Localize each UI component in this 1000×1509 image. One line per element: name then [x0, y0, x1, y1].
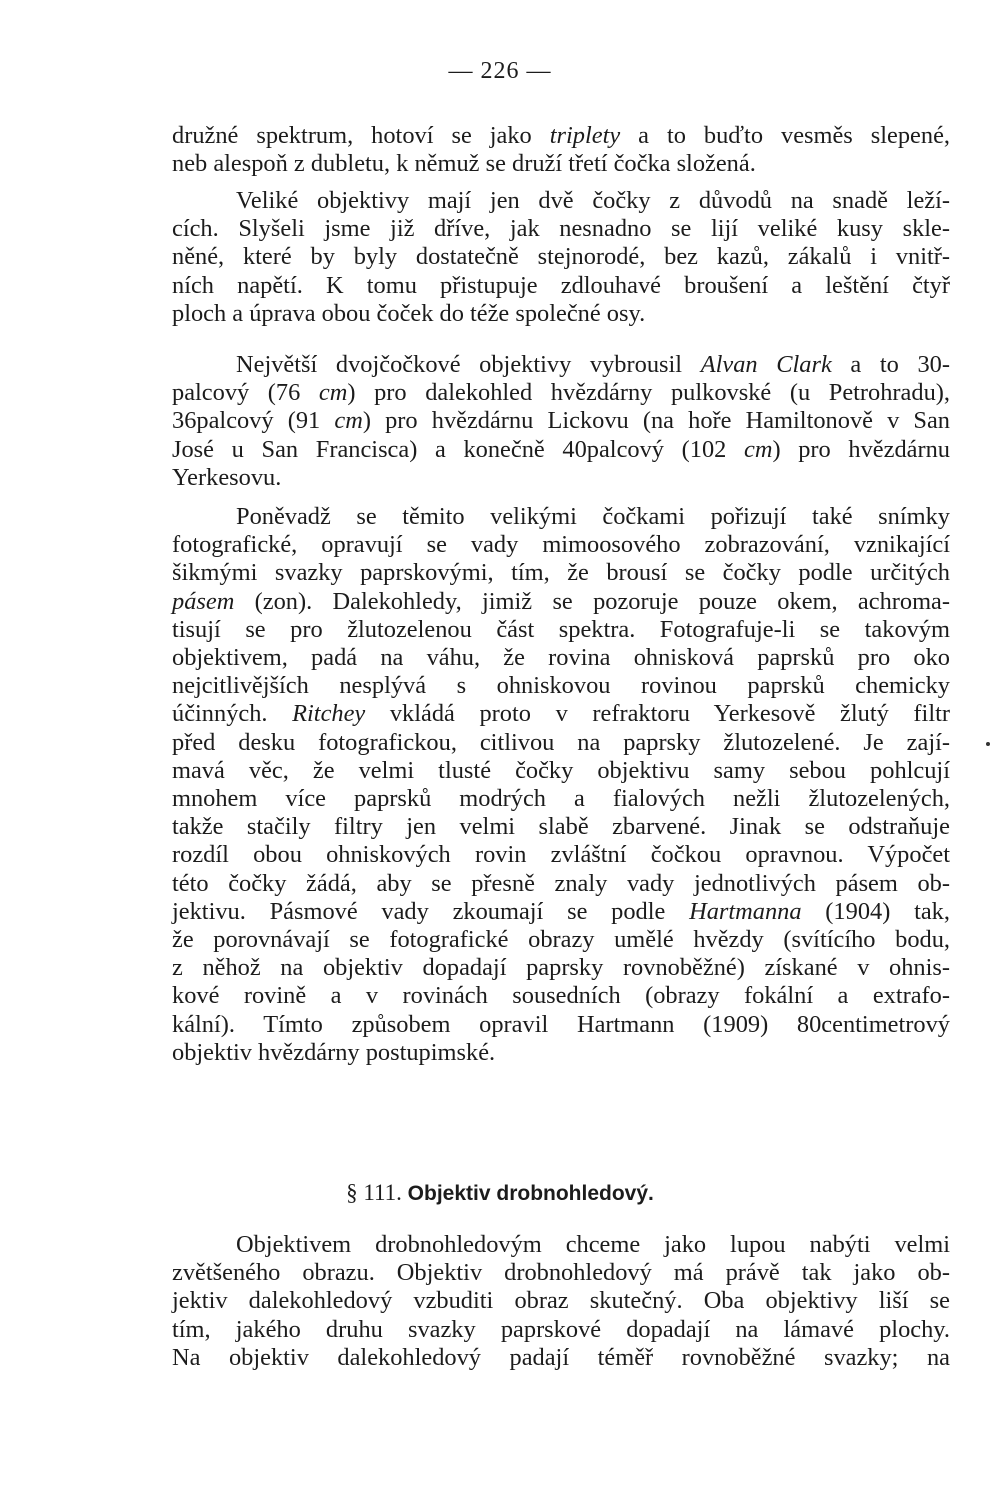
text-line: mavá věc, že velmi tlusté čočky objektivu samy sebou pohlcují: [172, 756, 950, 784]
text-line: této čočky žádá, aby se přesně znaly vady jednotlivých pásem ob-: [172, 869, 950, 897]
text-line: fotografické, opravují se vady mimoosového zobrazování, vznikající: [172, 531, 950, 559]
text-line: pásem (zon). Dalekohledy, jimiž se pozoruje pouze okem, achroma-: [172, 587, 950, 615]
text-line: kové rovině a v rovinách sousedních (obrazy fokální a extrafo-: [172, 982, 950, 1010]
paragraph-1: [172, 122, 950, 178]
text-line: jektivu. Pásmové vady zkoumají se podle Hartmanna (1904) tak,: [172, 897, 950, 925]
text-line: nejcitlivějších nesplývá s ohniskovou rovinou paprsků chemicky: [172, 672, 950, 700]
section-title: Objektiv drobnohledový.: [407, 1182, 654, 1205]
text-line: kální). Tímto způsobem opravil Hartmann (1909) 80centimetrový: [172, 1010, 950, 1038]
text-line: zvětšeného obrazu. Objektiv drobnohledový má právě tak jako ob-: [172, 1259, 950, 1287]
text-line: takže stačily filtry jen velmi slabě zbarvené. Jinak se odstraňuje: [172, 813, 950, 841]
text-line: Yerkesovu.: [172, 463, 282, 491]
text-line: před desku fotografickou, citlivou na paprsky žlutozelené. Je zají-: [172, 728, 950, 756]
text-line: šikmými svazky paprskovými, tím, že brousí se čočky podle určitých: [172, 559, 950, 587]
print-speck: [986, 742, 990, 746]
text-line: 36palcový (91 cm) pro hvězdárnu Lickovu (na hoře Hamiltonově v San: [172, 407, 951, 435]
section-heading: [0, 1180, 1000, 1206]
text-line: Poněvadž se těmito velikými čočkami pořizují také snímky: [236, 503, 950, 530]
paragraph-5: [172, 1231, 950, 1372]
text-line: Objektivem drobnohledovým chceme jako lupou nabýti velmi: [236, 1231, 950, 1258]
page-number: — 226 —: [448, 58, 552, 84]
text-line: neb alespoň z dubletu, k němuž se druží třetí čočka složená.: [172, 150, 756, 178]
text-line: účinných. Ritchey vkládá proto v refraktoru Yerkesově žlutý filtr: [172, 700, 950, 728]
text-line: Na objektiv dalekohledový padají téměř rovnoběžné svazky; na: [172, 1343, 950, 1371]
text-line: tisují se pro žlutozelenou část spektra. Fotografuje-li se takovým: [172, 615, 950, 643]
text-line: z něhož na objektiv dopadají paprsky rovnoběžné) získané v ohnis-: [172, 954, 950, 982]
paragraph-4: [172, 503, 950, 1067]
section-number: § 111.: [346, 1180, 402, 1205]
text-line: jektiv dalekohledový vzbuditi obraz skutečný. Oba objektivy liší se: [172, 1287, 950, 1315]
text-line: José u San Francisca) a konečně 40palcový (102 cm) pro hvězdárnu: [172, 435, 950, 463]
text-line: palcový (76 cm) pro dalekohled hvězdárny pulkovské (u Petrohradu),: [172, 379, 950, 407]
text-line: ních napětí. K tomu přistupuje zdlouhavé broušení a leštění čtyř: [172, 271, 950, 299]
paragraph-3: [172, 351, 950, 492]
text-line: ploch a úprava obou čoček do téže společné osy.: [172, 299, 646, 327]
text-line: rozdíl obou ohniskových rovin zvláštní čočkou opravnou. Výpočet: [172, 841, 950, 869]
text-line: Veliké objektivy mají jen dvě čočky z důvodů na snadě leží-: [236, 187, 950, 214]
paragraph-2: [172, 187, 950, 328]
text-line: cích. Slyšeli jsme již dříve, jak nesnadno se lijí veliké kusy skle-: [172, 215, 950, 243]
text-line: že porovnávají se fotografické obrazy umělé hvězdy (svítícího bodu,: [172, 926, 950, 954]
text-line: objektiv hvězdárny postupimské.: [172, 1038, 496, 1066]
text-line: družné spektrum, hotoví se jako triplety a to buďto vesměs slepené,: [172, 122, 950, 149]
text-line: Největší dvojčočkové objektivy vybrousil Alvan Clark a to 30-: [236, 351, 950, 378]
text-line: něné, které by byly dostatečně stejnorodé, bez kazů, zákalů i vnitř-: [172, 243, 950, 271]
text-line: mnohem více paprsků modrých a fialových nežli žlutozelených,: [172, 785, 950, 813]
text-line: objektivem, padá na váhu, že rovina ohnisková paprsků pro oko: [172, 644, 950, 672]
text-line: tím, jakého druhu svazky paprskové dopadají na lámavé plochy.: [172, 1315, 950, 1343]
